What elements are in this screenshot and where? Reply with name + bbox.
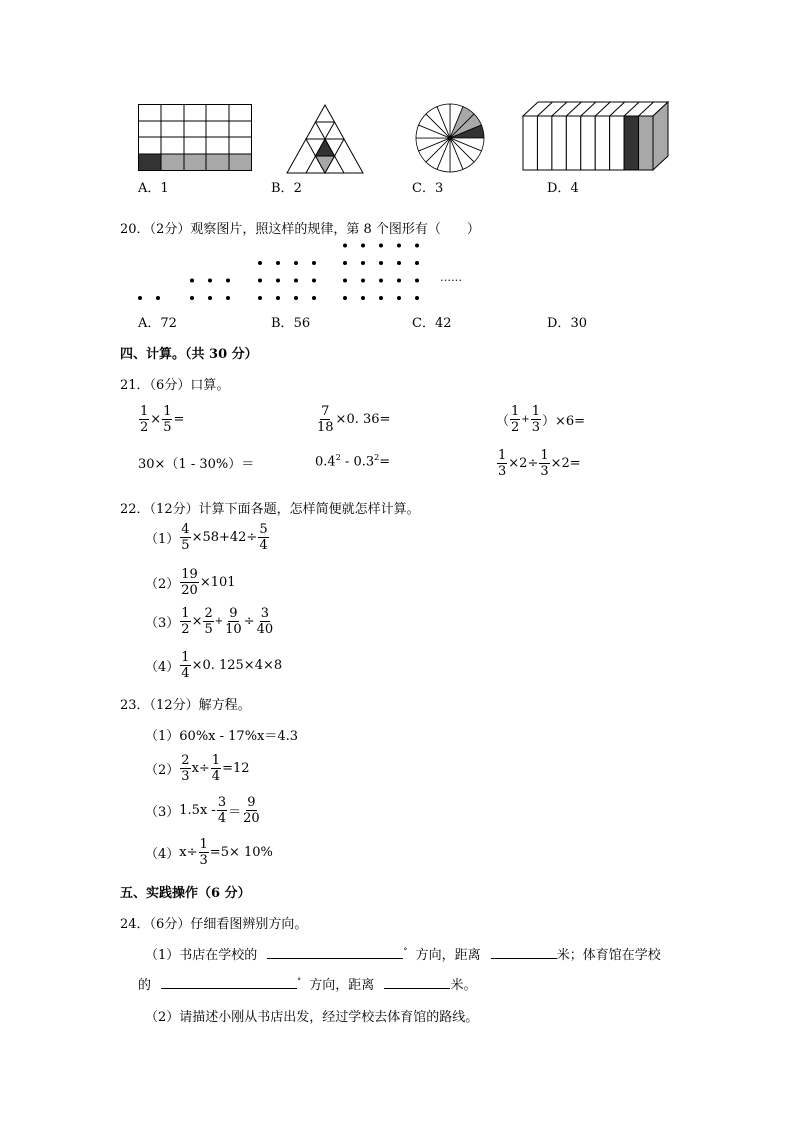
q20-option-c[interactable]: C．42 [412,316,452,331]
q24-part-2: （2）请描述小刚从书店出发，经过学校去体育馆的路线。 [145,1010,479,1025]
pattern-dot [294,296,298,300]
pattern-dot [343,261,347,265]
box-column [610,116,624,170]
q22-stem: 22．（12分）计算下面各题，怎样简便就怎样计算。 [120,502,420,517]
answer-blank-distance-2[interactable] [384,988,450,989]
q21-expr-4: 30×（1 - 30%）＝ [138,457,255,472]
q21-expr-2: $\frac{7}{18}$ ×0. 36= [317,404,391,435]
q21-stem: 21．（6分）口算。 [120,378,230,393]
box-column [552,116,566,170]
box-column [523,116,537,170]
pattern-dot [415,244,419,248]
q19-option-a[interactable]: A．1 [138,180,169,196]
pattern-dot [312,296,316,300]
pattern-dot [379,279,383,283]
box-column [537,116,551,170]
q19-option-d[interactable]: D．4 [547,180,579,196]
q20-option-a[interactable]: A．72 [138,316,177,331]
box-column [566,116,580,170]
q22-part-2: （2） $\frac{19}{20}$ ×101 [145,567,236,598]
pattern-dot [208,279,212,283]
pattern-dot [258,279,262,283]
dot-pattern-figure [130,235,460,305]
q23-part-1: （1）60%x - 17%x＝4.3 [145,729,299,744]
answer-blank-direction-1[interactable] [267,958,403,959]
figure-d-box [521,100,671,172]
q24-stem: 24．（6分）仔细看图辨别方向。 [120,917,308,932]
q19-option-c[interactable]: C．3 [412,180,444,196]
pattern-dot [415,261,419,265]
pattern-dot [138,296,142,300]
pattern-dot [379,244,383,248]
pattern-dot [397,279,401,283]
pattern-dot [276,296,280,300]
pattern-dot [361,244,365,248]
pattern-dot [276,279,280,283]
pattern-dot [397,261,401,265]
q20-stem: 20．（2分）观察图片，照这样的规律，第 8 个图形有（ ） [120,222,480,237]
pattern-dot [294,279,298,283]
q22-part-1: （1） $\frac{4}{5}$ ×58+42÷ $\frac{5}{4}$ [145,522,268,553]
q20-option-d[interactable]: D．30 [547,316,587,331]
q23-stem: 23．（12分）解方程。 [120,698,251,713]
section-5-title: 五、实践操作（6 分） [120,886,251,901]
box-column [595,116,609,170]
figure-a-grid [136,102,254,174]
answer-blank-distance-1[interactable] [491,958,557,959]
pattern-dot [343,244,347,248]
pattern-dot [190,296,194,300]
figure-b-triangle [285,103,365,175]
pattern-dot [343,279,347,283]
figure-c-circle [413,101,487,175]
pattern-dot [343,296,347,300]
q23-part-4: （4） x÷ $\frac{1}{3}$ =5× 10% [145,837,273,868]
pattern-dot [258,296,262,300]
dot-pattern-ellipsis: …… [440,271,462,284]
box-column [639,116,653,170]
q23-part-3: （3） 1.5x - $\frac{3}{4}$ ＝ $\frac{9}{20}$ [145,795,260,826]
pattern-dot [190,279,194,283]
q22-part-4: （4） $\frac{1}{4}$ ×0. 125×4×8 [145,650,283,681]
section-4-title: 四、计算。（共 30 分） [120,347,258,362]
pattern-dot [294,261,298,265]
pattern-dot [276,261,280,265]
pattern-dot [258,261,262,265]
pattern-dot [312,261,316,265]
q23-part-2: （2） $\frac{2}{3}$ x÷ $\frac{1}{4}$ =12 [145,753,250,784]
q21-expr-6: $\frac{1}{3}$ ×2÷ $\frac{1}{3}$ ×2= [498,448,581,479]
answer-blank-direction-2[interactable] [161,988,297,989]
pattern-dot [361,279,365,283]
pattern-dot [208,296,212,300]
q19-option-b[interactable]: B．2 [271,180,302,196]
pattern-dot [156,296,160,300]
pattern-dot [379,261,383,265]
q24-part-1-line-1: （1）书店在学校的 ° 方向，距离 米；体育馆在学校 [145,946,661,963]
box-column [581,116,595,170]
q21-expr-3: （ $\frac{1}{2}$ + $\frac{1}{3}$ ）×6= [496,404,586,435]
pattern-dot [415,296,419,300]
pattern-dot [397,296,401,300]
pattern-dot [361,261,365,265]
box-column [624,116,638,170]
pattern-dot [397,244,401,248]
pattern-dot [312,279,316,283]
pattern-dot [226,296,230,300]
pattern-dot [379,296,383,300]
q21-expr-5: $0.4^2 - 0.3^2=$ [315,453,391,470]
q20-option-b[interactable]: B．56 [271,316,311,331]
q24-part-1-line-2: 的 ° 方向，距离 米。 [138,976,477,993]
q21-expr-1: $\frac{1}{2}$ × $\frac{1}{5}$ = [140,404,185,435]
q22-part-3: （3） $\frac{1}{2}$ × $\frac{2}{5}$ + $\frac{9}{10}$ ÷ $\frac{3}{40}$ [145,606,274,637]
pattern-dot [361,296,365,300]
pattern-dot [226,279,230,283]
pattern-dot [415,279,419,283]
